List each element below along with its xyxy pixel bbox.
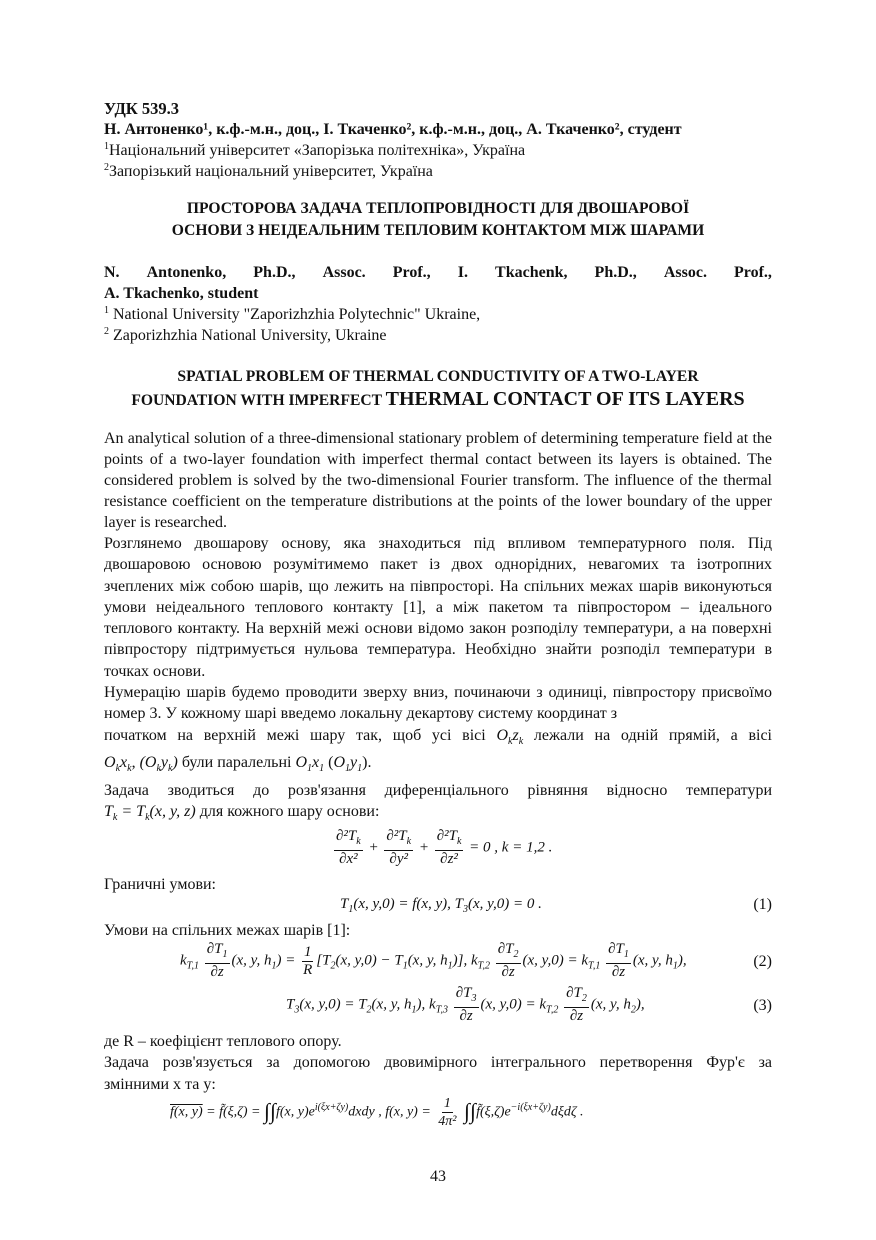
title-en: SPATIAL PROBLEM OF THERMAL CONDUCTIVITY OF A TWO-LAYER FOUNDATION WITH IMPERFECT THERMAL CONTACT OF ITS LAYERS (131, 368, 745, 410)
author-en-word: Prof., (392, 264, 431, 281)
author-en-word: Prof., (734, 264, 772, 281)
udk-code: УДК 539.3 (104, 99, 180, 118)
paper-page (104, 98, 772, 1145)
paragraph-problem: Розглянемо двошарову основу, яка знаходиться під впливом температурного поля. Під двошаровою основою розумітимемо пакет із двох однорідних, невагомих та ізотропних зчеплених між собою шарів, що лежить на півпросторі. На спільних межах шарів виконуються умови неідеального теплового контакту [1], а між пакетом та півпростором – ідеального теплового контакту. На верхній межі основи відомо закон розподілу температури, а на поверхні півпростору підтримується нульова температура. Необхідно знайти розподіл температури в точках основи. (104, 535, 772, 680)
author-en-word: Ph.D., (253, 264, 296, 281)
authors-ua: Н. Антоненко¹, к.ф.-м.н., доц., І. Ткаченко², к.ф.-м.н., доц., А. Ткаченко², студент (104, 121, 682, 138)
equation-3: $T_3(x$, $y,0) = T_2(x$, y, $h_1$), $k_{T,3}$ $\frac{\partial T_3}{\partial z}$ (x, $y,0) = k_{T,2}$ $\frac{\partial T_2}{\partial z}$ (x, y, $h_2$), (3) (286, 985, 772, 1025)
affiliation-en-1: $^1$ National University "Zaporizhzhia Polytechnic" Ukraine, (104, 305, 481, 323)
affiliation-ua-1: $^1$Національний університет «Запорізька політехніка», Україна (104, 141, 526, 159)
author-en-word: I. (457, 264, 468, 281)
author-en-word: Assoc. (663, 264, 707, 281)
author-en-word: Assoc. (322, 264, 366, 281)
abstract: An analytical solution of a three-dimensional stationary problem of determining temperature field at the points of a two-layer foundation with imperfect thermal contact between its layers is obtained. The considered problem is solved by the two-dimensional Fourier transform. The influence of the thermal resistance coefficient on the temperature distributions at the points of the lower boundary of the upper layer is researched. (104, 430, 772, 531)
resistance-definition: де R – коефіцієнт теплового опору. (104, 1033, 342, 1051)
author-en-word: Antonenko, (146, 264, 227, 281)
equation-1-number: (1) (753, 895, 772, 913)
interface-label: Умови на спільних межах шарів [1]: (104, 921, 351, 939)
paragraph-equation-intro: Задача зводиться до розв'язання диференціального рівняння відносно температури $T_k = T_k(x$, y, z) для кожного шару основи: (104, 781, 772, 824)
author-en-word: Ph.D., (594, 264, 637, 281)
laplace-equation: $\frac{\partial^2T_k}{\text{∂x²}}$ + $\frac{\partial^2T_k}{\text{∂y²}}$ + $\frac{\partial^2T_k}{\text{∂z²}}$ = 0 , k = 1,2 . (336, 828, 553, 868)
boundary-label: Граничні умови: (104, 876, 216, 894)
fourier-transform-equation: f(x, y) = f̃(ξ,ζ) = ∫∫f(x, $y)e^{i(\xi x+\zeta y)}dxdy$ , f(x, y) = $\frac{1}{\text{4π²}}$ $\int\int f̃(\xi,\zeta)e^{-i(\xi x+\zeta y)}d\xi d\zeta$ . (170, 1095, 584, 1129)
title-ua: ПРОСТОРОВА ЗАДАЧА ТЕПЛОПРОВІДНОСТІ ДЛЯ ДВОШАРОВОЇ ОСНОВИ З НЕІДЕАЛЬНИМ ТЕПЛОВИМ КОНТАКТОМ МІЖ ШАРАМИ (171, 200, 705, 239)
affiliation-ua-2: $^2$Запорізький національний університет, Україна (104, 162, 433, 180)
author-en-word: N. (104, 264, 120, 281)
paragraph-fourier: Задача розв'язується за допомогою двовимірного інтегрального перетворення Фур'є за змінними x та y: (104, 1054, 772, 1093)
author-en-word: Tkachenk, (495, 264, 568, 281)
equation-3-number: (3) (753, 997, 772, 1015)
page-number: 43 (430, 1168, 446, 1185)
paragraph-numbering: Нумерацію шарів будемо проводити зверху вниз, починаючи з одиниці, півпростору присвоїмо номер 3. У кожному шарі введемо локальну декартову систему координат з початком на верхній межі шару так, щоб усі вісі $O_kz_k$ лежали на одній прямій, а вісі $O_kx_k$, $(O_ky_k)$ були паралельні $O_1x_1$ $(O_1y_1)$. (104, 684, 773, 775)
equation-2-number: (2) (753, 953, 772, 971)
equation-2: $k_{T,1}$ $\frac{\partial T_1}{\partial z}$ (x, y, $h_1$) = $\frac{1}{R}$ [$T_2(x$, $y,0) - T_1(x$, y, $h_1$)], $k_{T,2}$ $\frac{\partial T_2}{\partial z}$ (x, $y,0) = k_{T,1}$ $\frac{\partial T_1}{\partial z}$ (x, y, $h_1$), (2) (180, 941, 772, 981)
affiliation-en-2: $^2$ Zaporizhzhia National University, Ukraine (104, 326, 387, 344)
equation-1: $T_1(x$, y,0) = f(x, y), $T_3(x$, y,0) = 0 . (1) (340, 895, 772, 915)
authors-en: N. Antonenko, Ph.D., Assoc. Prof., I. Tkachenk, Ph.D., Assoc. Prof., A. Tkachenko, student (104, 264, 772, 302)
